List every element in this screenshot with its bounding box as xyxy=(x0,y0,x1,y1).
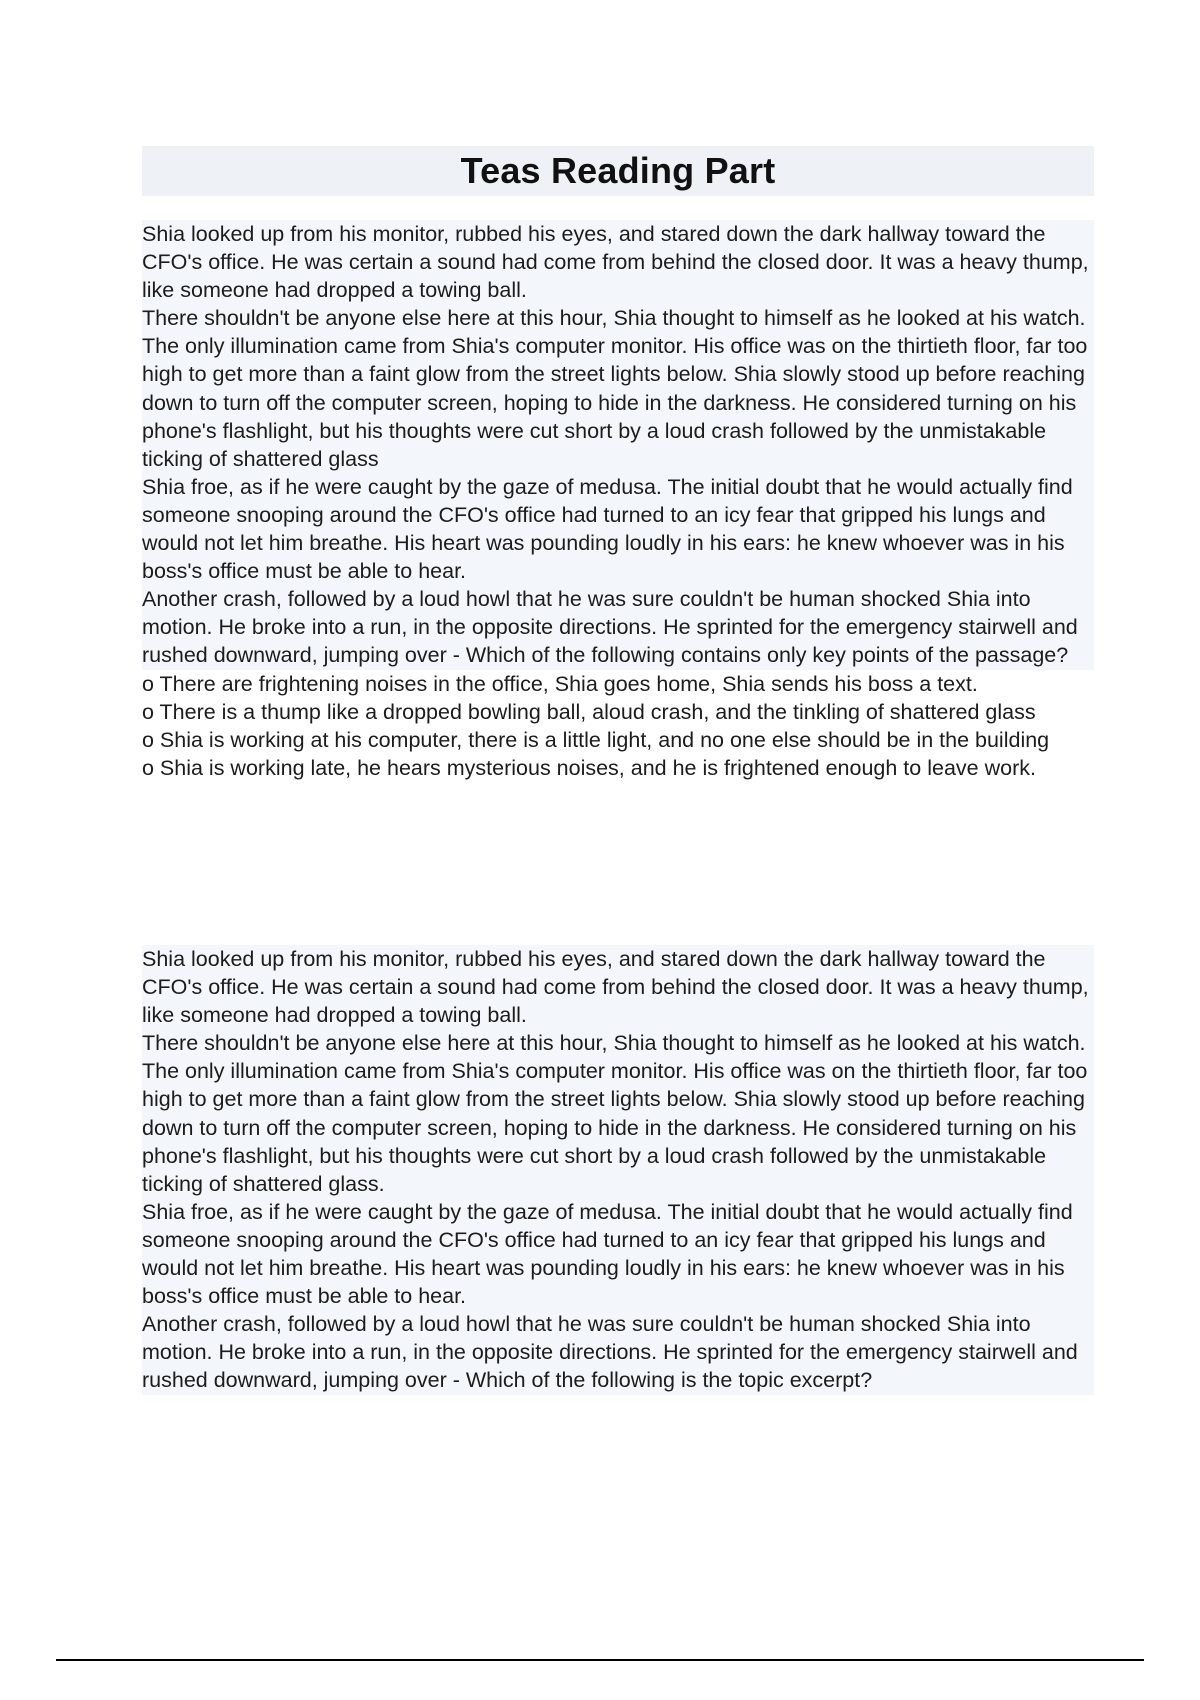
passage-paragraph: Another crash, followed by a loud howl that he was sure couldn't be human shocked Shia into motion. He broke into a run, in the opposite directions. He sprinted for the emergency stairwell and rushed downward, jumping over - Which of the following is the topic excerpt? xyxy=(142,1310,1094,1394)
answer-option: o Shia is working at his computer, there is a little light, and no one else should be in the building xyxy=(142,726,1094,754)
title-bar xyxy=(142,146,1094,196)
answer-option: o There is a thump like a dropped bowling ball, aloud crash, and the tinkling of shattered glass xyxy=(142,698,1094,726)
passage-paragraph: Shia froe, as if he were caught by the gaze of medusa. The initial doubt that he would actually find someone snooping around the CFO's office had turned to an icy fear that gripped his lungs and would not let him breathe. His heart was pounding loudly in his ears: he knew whoever was in his boss's office must be able to hear. xyxy=(142,1198,1094,1310)
passage-paragraph: There shouldn't be anyone else here at this hour, Shia thought to himself as he looked at his watch. The only illumination came from Shia's computer monitor. His office was on the thirtieth floor, far too high to get more than a faint glow from the street lights below. Shia slowly stood up before reaching down to turn off the computer screen, hoping to hide in the darkness. He considered turning on his phone's flashlight, but his thoughts were cut short by a loud crash followed by the unmistakable ticking of shattered glass xyxy=(142,304,1094,473)
document-title: Teas Reading Part xyxy=(460,150,776,191)
passage-paragraph: Another crash, followed by a loud howl that he was sure couldn't be human shocked Shia into motion. He broke into a run, in the opposite directions. He sprinted for the emergency stairwell and rushed downward, jumping over - Which of the following contains only key points of the passage? xyxy=(142,585,1094,669)
answer-option: o Shia is working late, he hears mysterious noises, and he is frightened enough to leave work. xyxy=(142,754,1094,782)
question-2-block xyxy=(142,945,1094,1395)
footer-divider xyxy=(56,1659,1144,1661)
passage-paragraph: Shia froe, as if he were caught by the gaze of medusa. The initial doubt that he would actually find someone snooping around the CFO's office had turned to an icy fear that gripped his lungs and would not let him breathe. His heart was pounding loudly in his ears: he knew whoever was in his boss's office must be able to hear. xyxy=(142,473,1094,585)
answer-option: o There are frightening noises in the office, Shia goes home, Shia sends his boss a text. xyxy=(142,670,1094,698)
question-1-block xyxy=(142,220,1094,782)
passage-paragraph: There shouldn't be anyone else here at this hour, Shia thought to himself as he looked at his watch. The only illumination came from Shia's computer monitor. His office was on the thirtieth floor, far too high to get more than a faint glow from the street lights below. Shia slowly stood up before reaching down to turn off the computer screen, hoping to hide in the darkness. He considered turning on his phone's flashlight, but his thoughts were cut short by a loud crash followed by the unmistakable ticking of shattered glass. xyxy=(142,1029,1094,1198)
passage-paragraph: Shia looked up from his monitor, rubbed his eyes, and stared down the dark hallway toward the CFO's office. He was certain a sound had come from behind the closed door. It was a heavy thump, like someone had dropped a towing ball. xyxy=(142,945,1094,1029)
passage-paragraph: Shia looked up from his monitor, rubbed his eyes, and stared down the dark hallway toward the CFO's office. He was certain a sound had come from behind the closed door. It was a heavy thump, like someone had dropped a towing ball. xyxy=(142,220,1094,304)
